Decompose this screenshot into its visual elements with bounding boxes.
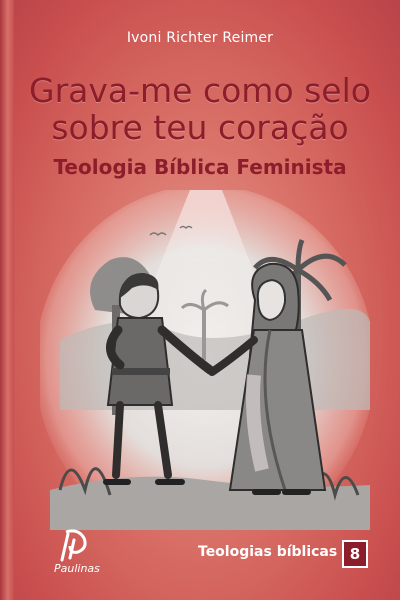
series-label: Teologias bíblicas — [198, 544, 338, 560]
title-line-1: Grava-me como selo — [29, 71, 371, 110]
author-name: Ivoni Richter Reimer — [126, 30, 274, 46]
couple-holding-hands-illustration — [40, 190, 370, 530]
series-number-badge: 8 — [342, 540, 368, 568]
book-spine-shadow — [0, 0, 14, 600]
book-subtitle: Teologia Bíblica Feminista — [53, 155, 347, 179]
publisher-name: Paulinas — [54, 562, 100, 575]
book-title — [20, 72, 380, 146]
title-line-2: sobre teu coração — [51, 108, 349, 147]
distant-palm-trunk — [202, 310, 206, 360]
